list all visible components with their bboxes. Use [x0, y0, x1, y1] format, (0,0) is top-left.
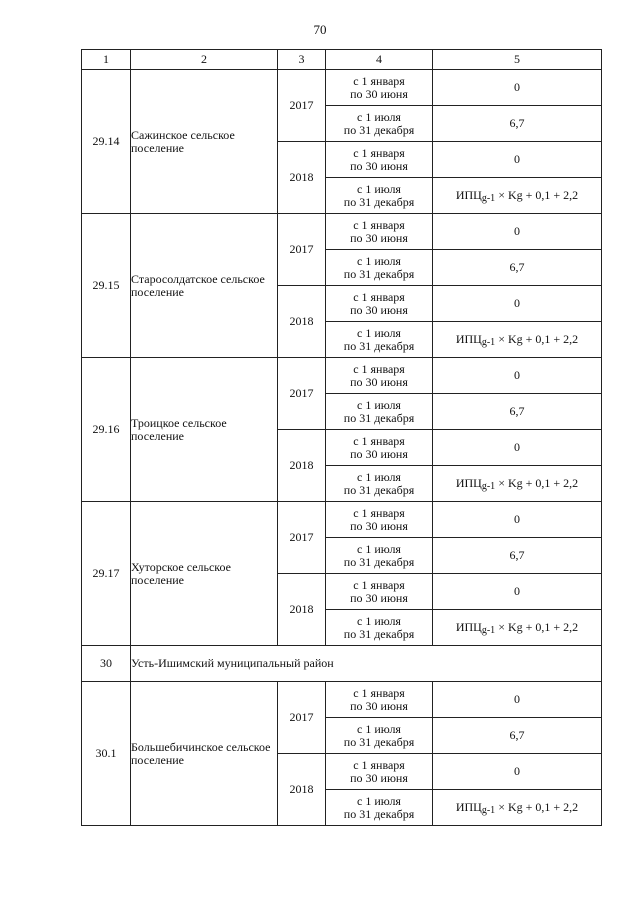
period-cell	[326, 466, 433, 502]
period-cell	[326, 790, 433, 826]
period-cell	[326, 538, 433, 574]
table-body	[82, 70, 602, 826]
formula-subscript: g-1	[481, 192, 496, 204]
settlement-number: 30.1	[82, 682, 131, 826]
period-cell	[326, 286, 433, 322]
value-cell: 6,7	[433, 538, 602, 574]
year-cell: 2018	[278, 142, 326, 214]
value-cell: 6,7	[433, 718, 602, 754]
period-line: с 1 июля	[357, 253, 401, 268]
period-line: по 31 декабря	[343, 338, 415, 353]
header-col-3: 3	[278, 50, 326, 70]
period-cell	[326, 610, 433, 646]
period-line: по 30 июня	[350, 518, 408, 533]
period-cell	[326, 718, 433, 754]
settlement-name: Большебичинское сельское поселение	[131, 682, 278, 826]
period-line: с 1 июля	[357, 397, 401, 412]
period-line: по 31 декабря	[343, 194, 415, 209]
formula-subscript: g-1	[481, 480, 496, 492]
settlement-name: Хуторское сельское поселение	[131, 502, 278, 646]
period-line: с 1 июля	[357, 181, 401, 196]
period-cell	[326, 682, 433, 718]
value-cell: 0	[433, 502, 602, 538]
period-cell	[326, 430, 433, 466]
period-line: по 30 июня	[350, 698, 408, 713]
period-line: по 31 декабря	[343, 626, 415, 641]
period-line: по 30 июня	[350, 374, 408, 389]
formula-prefix: ИПЦ	[455, 331, 482, 346]
value-cell: 0	[433, 574, 602, 610]
value-cell	[433, 466, 602, 502]
year-cell: 2018	[278, 574, 326, 646]
district-number: 30	[82, 646, 131, 682]
formula-subscript: g-1	[481, 624, 496, 636]
header-col-5: 5	[433, 50, 602, 70]
settlement-number: 29.16	[82, 358, 131, 502]
value-cell: 6,7	[433, 106, 602, 142]
period-line: с 1 июля	[357, 541, 401, 556]
period-cell	[326, 754, 433, 790]
period-line: по 31 декабря	[343, 122, 415, 137]
value-cell: 0	[433, 682, 602, 718]
table-row	[82, 70, 602, 106]
period-cell	[326, 322, 433, 358]
period-cell	[326, 394, 433, 430]
formula-suffix: × Kg + 0,1 + 2,2	[495, 331, 579, 346]
period-line: с 1 января	[353, 757, 405, 772]
value-cell: 0	[433, 754, 602, 790]
year-cell: 2018	[278, 430, 326, 502]
formula-suffix: × Kg + 0,1 + 2,2	[495, 619, 579, 634]
formula-prefix: ИПЦ	[455, 799, 482, 814]
period-line: по 30 июня	[350, 302, 408, 317]
value-cell: 0	[433, 214, 602, 250]
period-line: по 31 декабря	[343, 734, 415, 749]
district-row	[82, 646, 602, 682]
period-line: по 30 июня	[350, 446, 408, 461]
settlement-name: Троицкое сельское поселение	[131, 358, 278, 502]
period-cell	[326, 250, 433, 286]
period-cell	[326, 502, 433, 538]
formula-suffix: × Kg + 0,1 + 2,2	[495, 799, 579, 814]
period-line: с 1 января	[353, 361, 405, 376]
period-cell	[326, 178, 433, 214]
period-line: с 1 июля	[357, 793, 401, 808]
period-line: по 30 июня	[350, 230, 408, 245]
table-row	[82, 502, 602, 538]
period-cell	[326, 574, 433, 610]
formula-subscript: g-1	[481, 804, 496, 816]
period-line: с 1 января	[353, 217, 405, 232]
value-cell: 6,7	[433, 394, 602, 430]
year-cell: 2017	[278, 682, 326, 754]
table-row	[82, 214, 602, 250]
period-cell	[326, 214, 433, 250]
period-line: по 30 июня	[350, 86, 408, 101]
value-cell	[433, 610, 602, 646]
period-line: с 1 января	[353, 685, 405, 700]
period-line: с 1 января	[353, 505, 405, 520]
settlement-number: 29.14	[82, 70, 131, 214]
value-cell	[433, 790, 602, 826]
formula-prefix: ИПЦ	[455, 187, 482, 202]
period-cell	[326, 142, 433, 178]
period-line: с 1 июля	[357, 721, 401, 736]
settlement-name: Старосолдатское сельское поселение	[131, 214, 278, 358]
period-line: по 30 июня	[350, 158, 408, 173]
header-col-1: 1	[82, 50, 131, 70]
page-number: 70	[313, 22, 327, 37]
period-cell	[326, 70, 433, 106]
period-line: по 31 декабря	[343, 806, 415, 821]
formula-prefix: ИПЦ	[455, 619, 482, 634]
period-line: по 31 декабря	[343, 554, 415, 569]
value-cell	[433, 322, 602, 358]
period-line: по 30 июня	[350, 770, 408, 785]
period-line: с 1 июля	[357, 109, 401, 124]
period-line: по 30 июня	[350, 590, 408, 605]
formula-suffix: × Kg + 0,1 + 2,2	[495, 475, 579, 490]
settlement-number: 29.17	[82, 502, 131, 646]
period-line: с 1 января	[353, 73, 405, 88]
formula-subscript: g-1	[481, 336, 496, 348]
year-cell: 2018	[278, 286, 326, 358]
table-row	[82, 682, 602, 718]
year-cell: 2017	[278, 358, 326, 430]
period-line: с 1 июля	[357, 325, 401, 340]
value-cell	[433, 178, 602, 214]
period-line: по 31 декабря	[343, 266, 415, 281]
header-row	[82, 50, 602, 70]
period-line: с 1 января	[353, 433, 405, 448]
formula-prefix: ИПЦ	[455, 475, 482, 490]
tariff-table	[81, 49, 602, 826]
period-line: по 31 декабря	[343, 410, 415, 425]
period-line: по 31 декабря	[343, 482, 415, 497]
formula-suffix: × Kg + 0,1 + 2,2	[495, 187, 579, 202]
value-cell: 0	[433, 286, 602, 322]
year-cell: 2017	[278, 214, 326, 286]
value-cell: 6,7	[433, 250, 602, 286]
header-col-2: 2	[131, 50, 278, 70]
header-col-4: 4	[326, 50, 433, 70]
period-cell	[326, 106, 433, 142]
period-line: с 1 января	[353, 145, 405, 160]
year-cell: 2017	[278, 70, 326, 142]
table-row	[82, 358, 602, 394]
value-cell: 0	[433, 358, 602, 394]
year-cell: 2018	[278, 754, 326, 826]
period-cell	[326, 358, 433, 394]
period-line: с 1 января	[353, 577, 405, 592]
settlement-number: 29.15	[82, 214, 131, 358]
settlement-name: Сажинское сельское поселение	[131, 70, 278, 214]
value-cell: 0	[433, 430, 602, 466]
value-cell: 0	[433, 70, 602, 106]
value-cell: 0	[433, 142, 602, 178]
period-line: с 1 июля	[357, 613, 401, 628]
district-name: Усть-Ишимский муниципальный район	[131, 646, 602, 682]
period-line: с 1 января	[353, 289, 405, 304]
year-cell: 2017	[278, 502, 326, 574]
period-line: с 1 июля	[357, 469, 401, 484]
